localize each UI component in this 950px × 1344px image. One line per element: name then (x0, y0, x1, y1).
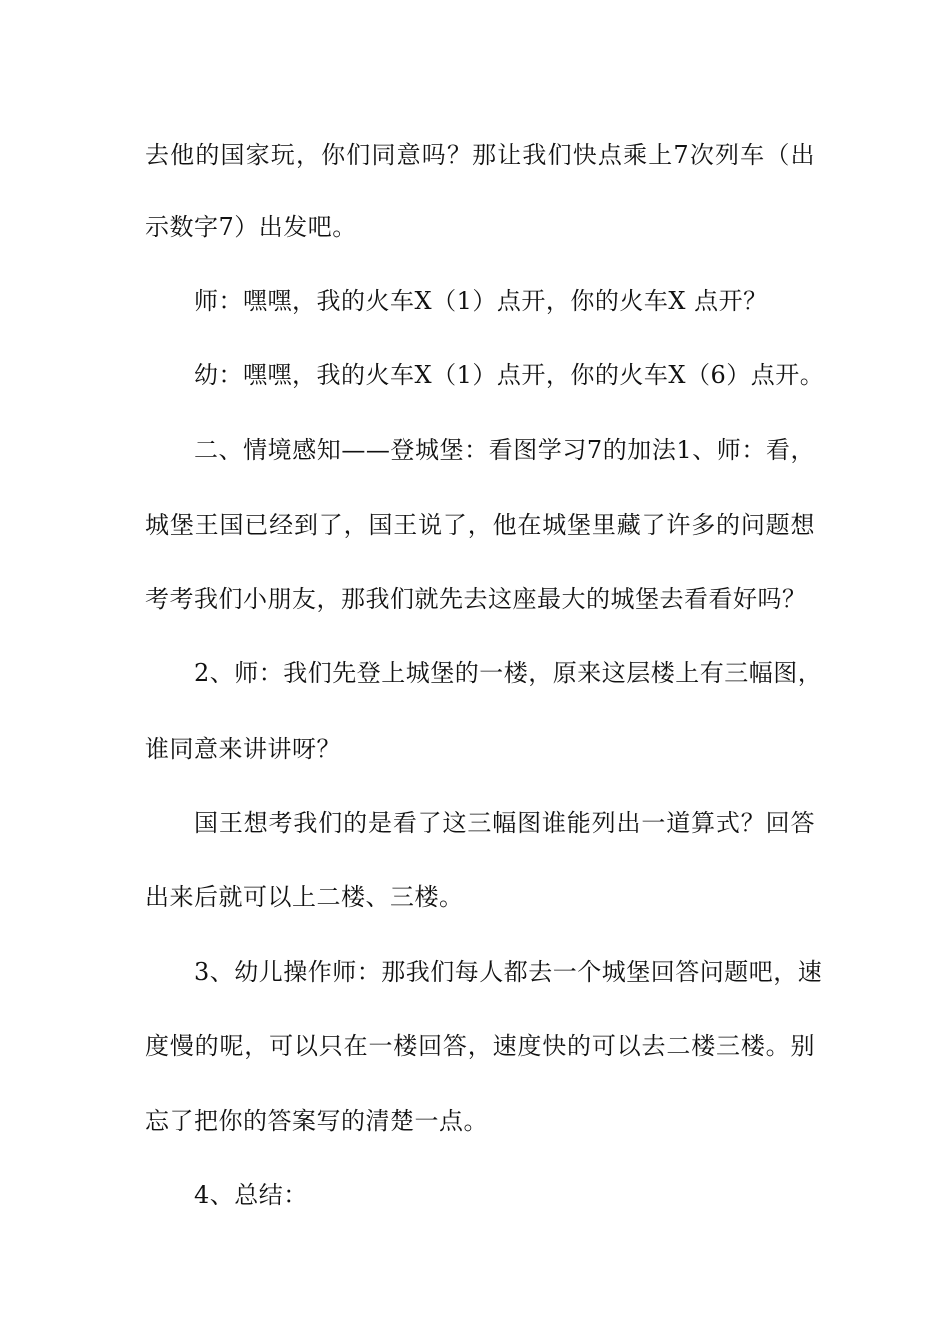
text-line-5: 二、情境感知——登城堡：看图学习7的加法1、师：看， (194, 436, 815, 464)
text-line-4: 幼：嘿嘿，我的火车X（1）点开，你的火车X（6）点开。 (194, 361, 825, 389)
text-line-3: 师：嘿嘿，我的火车X（1）点开，你的火车X 点开？ (194, 287, 768, 315)
text-line-7: 考考我们小朋友，那我们就先去这座最大的城堡去看看好吗？ (145, 585, 807, 613)
text-line-6: 城堡王国已经到了，国王说了，他在城堡里藏了许多的问题想 (145, 511, 815, 539)
text-line-10: 国王想考我们的是看了这三幅图谁能列出一道算式？回答 (194, 809, 815, 837)
text-line-15: 4、总结： (194, 1181, 308, 1209)
text-line-8: 2、师：我们先登上城堡的一楼，原来这层楼上有三幅图， (194, 659, 823, 687)
text-line-1: 去他的国家玩，你们同意吗？那让我们快点乘上7次列车（出 (145, 141, 815, 169)
text-line-2: 示数字7）出发吧。 (145, 213, 357, 241)
text-line-11: 出来后就可以上二楼、三楼。 (145, 883, 464, 911)
text-line-9: 谁同意来讲讲呀？ (145, 735, 341, 763)
text-line-14: 忘了把你的答案写的清楚一点。 (145, 1107, 488, 1135)
text-line-13: 度慢的呢，可以只在一楼回答，速度快的可以去二楼三楼。别 (145, 1032, 815, 1060)
text-line-12: 3、幼儿操作师：那我们每人都去一个城堡回答问题吧，速 (194, 958, 823, 986)
